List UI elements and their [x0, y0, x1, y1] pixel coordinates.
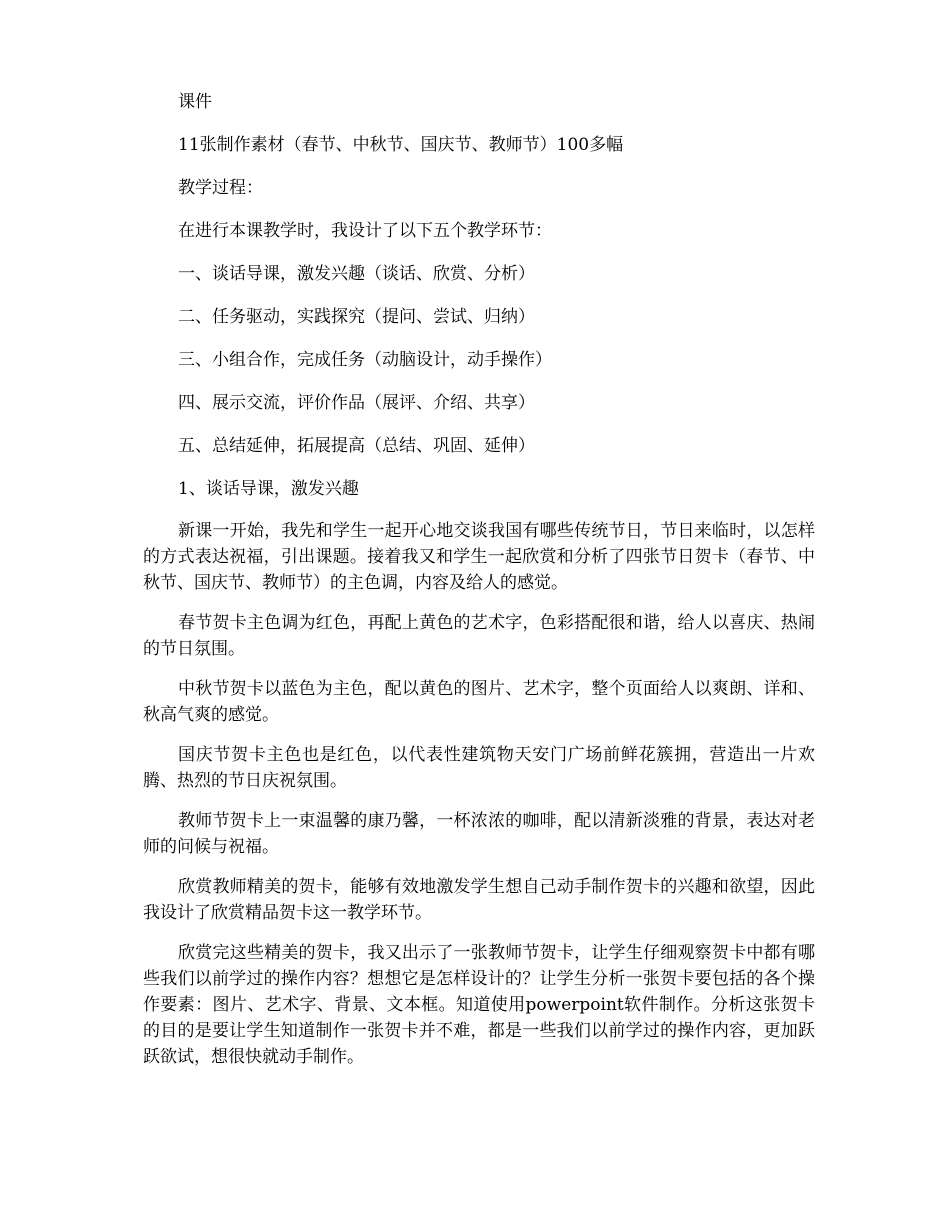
paragraph-spring-festival: 春节贺卡主色调为红色，再配上黄色的艺术字，色彩搭配很和谐，给人以喜庆、热闹的节日氛围。 — [143, 613, 815, 659]
line-step-2: 二、任务驱动，实践探究（提问、尝试、归纳） — [178, 307, 535, 327]
line-step-1: 一、谈话导课，激发兴趣（谈话、欣赏、分析） — [178, 264, 535, 284]
line-step-4: 四、展示交流，评价作品（展评、介绍、共享） — [178, 393, 535, 413]
section-heading-1: 1、谈话导课，激发兴趣 — [178, 479, 359, 499]
line-courseware: 课件 — [178, 92, 212, 112]
line-materials: 11张制作素材（春节、中秋节、国庆节、教师节）100多幅 — [178, 135, 624, 155]
paragraph-analysis: 欣赏完这些精美的贺卡，我又出示了一张教师节贺卡，让学生仔细观察贺卡中都有哪些我们以前学过的操作内容？想想它是怎样设计的？让学生分析一张贺卡要包括的各个操作要素：图片、艺术字、背景、文本框。知道使用powerpoint软件制作。分析这张贺卡的目的是要让学生知道制作一张贺卡并不难，都是一些我们以前学过的操作内容，更加跃跃欲试，想很快就动手制作。 — [143, 943, 815, 1067]
paragraph-mid-autumn: 中秋节贺卡以蓝色为主色，配以黄色的图片、艺术字，整个页面给人以爽朗、详和、秋高气爽的感觉。 — [143, 679, 815, 725]
paragraph-national-day: 国庆节贺卡主色也是红色，以代表性建筑物天安门广场前鲜花簇拥，营造出一片欢腾、热烈的节日庆祝氛围。 — [143, 745, 815, 791]
paragraph-appreciation: 欣赏教师精美的贺卡，能够有效地激发学生想自己动手制作贺卡的兴趣和欲望，因此我设计了欣赏精品贺卡这一教学环节。 — [143, 877, 815, 923]
paragraph-teachers-day: 教师节贺卡上一束温馨的康乃馨，一杯浓浓的咖啡，配以清新淡雅的背景，表达对老师的问候与祝福。 — [143, 811, 815, 857]
line-step-5: 五、总结延伸，拓展提高（总结、巩固、延伸） — [178, 436, 535, 456]
document-page — [143, 88, 815, 1084]
line-intro-steps: 在进行本课教学时，我设计了以下五个教学环节： — [178, 221, 552, 241]
paragraph-intro: 新课一开始，我先和学生一起开心地交谈我国有哪些传统节日，节日来临时，以怎样的方式表达祝福，引出课题。接着我又和学生一起欣赏和分析了四张节日贺卡（春节、中秋节、国庆节、教师节）的主色调，内容及给人的感觉。 — [143, 521, 815, 593]
line-teaching-process: 教学过程： — [178, 178, 263, 198]
line-step-3: 三、小组合作，完成任务（动脑设计，动手操作） — [178, 350, 552, 370]
